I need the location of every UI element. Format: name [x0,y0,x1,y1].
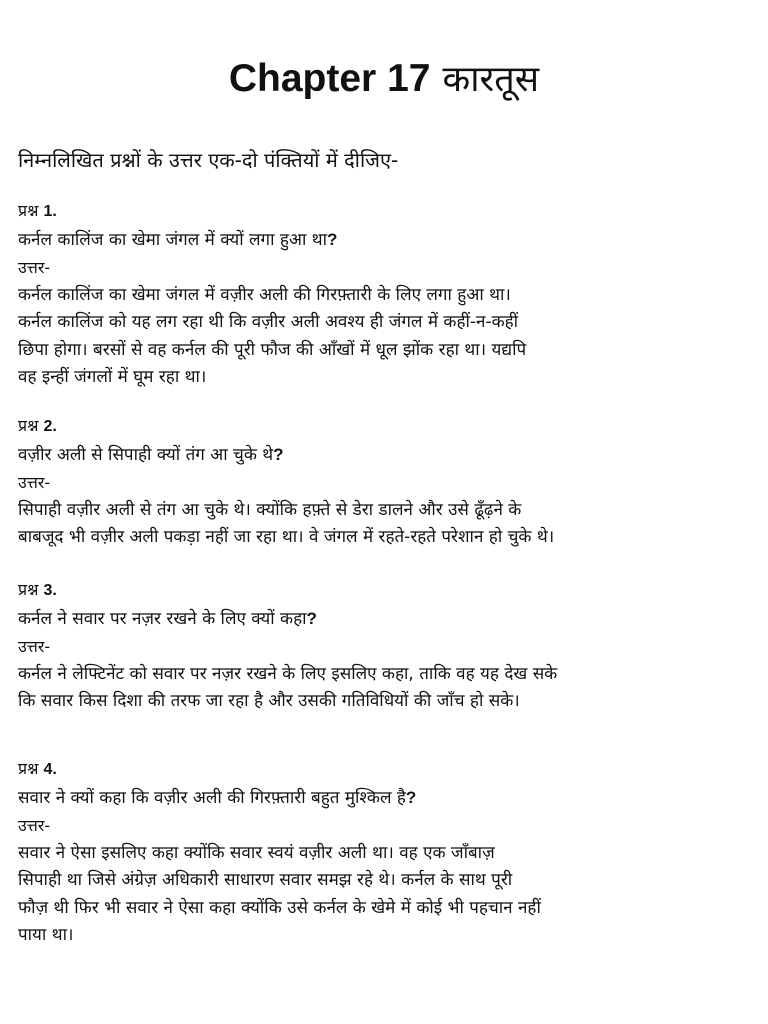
question-number: 3. [43,582,57,599]
question-text [18,784,758,813]
question-label-word: प्रश्न [18,580,39,599]
answer-label: उत्तर- [18,473,51,492]
answer-label: उत्तर- [18,637,51,656]
answer-line: सिपाही था जिसे अंग्रेज़ अधिकारी साधारण सवार समझ रहे थे। कर्नल के साथ पूरी [18,870,513,890]
question-label [18,755,758,784]
answer-line: कर्नल ने लेफ्टिनेंट को सवार पर नज़र रखने के लिए इसलिए कहा, ताकि वह यह देख सके [18,663,558,684]
question-label-word: प्रश्न [18,201,39,220]
answer-label: उत्तर- [18,258,51,277]
answer-line: बाबजूद भी वज़ीर अली पकड़ा नहीं जा रहा था। वे जंगल में रहते-रहते परेशान हो चुके थे। [18,527,555,547]
question-label [18,197,758,226]
question-text [18,605,758,634]
question-mark: ? [327,229,338,249]
title-chapter: Chapter 17 [228,57,431,100]
answer-line: छिपा होगा। बरसों से वह कर्नल की पूरी फौज की आँखों में धूल झोंक रहा था। यद्यपि [18,339,527,360]
question-body: वज़ीर अली से सिपाही क्यों तंग आ चुके थे [18,444,274,465]
question-number: 2. [43,418,57,435]
answer-line: कर्नल कालिंज को यह लग रहा थी कि वज़ीर अली अवश्य ही जंगल में कहीं-न-कहीं [18,312,519,332]
question-text [18,441,758,470]
answer-line: कि सवार किस दिशा की तरफ जा रहा है और उसकी गतिविधियों की जाँच हो सके। [18,691,520,711]
title-chapter-name: कारतूस [442,59,540,100]
instruction-heading: निम्नलिखित प्रश्नों के उत्तर एक-दो पंक्तियों में दीजिए- [18,148,399,172]
question-body: सवार ने क्यों कहा कि वज़ीर अली की गिरफ़्तारी बहुत मुश्किल है [18,787,406,808]
question-number: 1. [43,203,57,220]
answer-line: पाया था। [18,925,74,945]
answer-label: उत्तर- [18,816,51,835]
question-block-3 [18,576,758,716]
question-mark: ? [273,444,284,464]
answer-line: कर्नल कालिंज का खेमा जंगल में वज़ीर अली की गिरफ़्तारी के लिए लगा हुआ था। [18,284,511,305]
answer-line: वह इन्हीं जंगलों में घूम रहा था। [18,367,207,387]
question-mark: ? [405,787,417,807]
question-label-word: प्रश्न [18,416,39,435]
question-text [18,226,758,255]
answer-line: सिपाही वज़ीर अली से तंग आ चुके थे। क्योंकि हफ़्ते से डेरा डालने और उसे ढूँढ़ने के [18,499,522,520]
answer-line: सवार ने ऐसा इसलिए कहा क्योंकि सवार स्वयं वज़ीर अली था। वह एक जाँबाज़ [18,842,495,863]
question-label-word: प्रश्न [18,759,39,778]
question-body: कर्नल कालिंज का खेमा जंगल में क्यों लगा हुआ था [18,229,327,250]
question-block-4 [18,755,758,950]
page-title [0,52,768,106]
question-block-1 [18,197,758,392]
question-number: 4. [43,761,57,778]
question-label [18,412,758,441]
answer-line: फौज़ थी फिर भी सवार ने ऐसा कहा क्योंकि उसे कर्नल के खेमे में कोई भी पहचान नहीं [18,897,541,918]
question-body: कर्नल ने सवार पर नज़र रखने के लिए क्यों कहा [18,608,307,629]
question-block-2 [18,412,758,552]
question-mark: ? [306,608,317,628]
question-label [18,576,758,605]
